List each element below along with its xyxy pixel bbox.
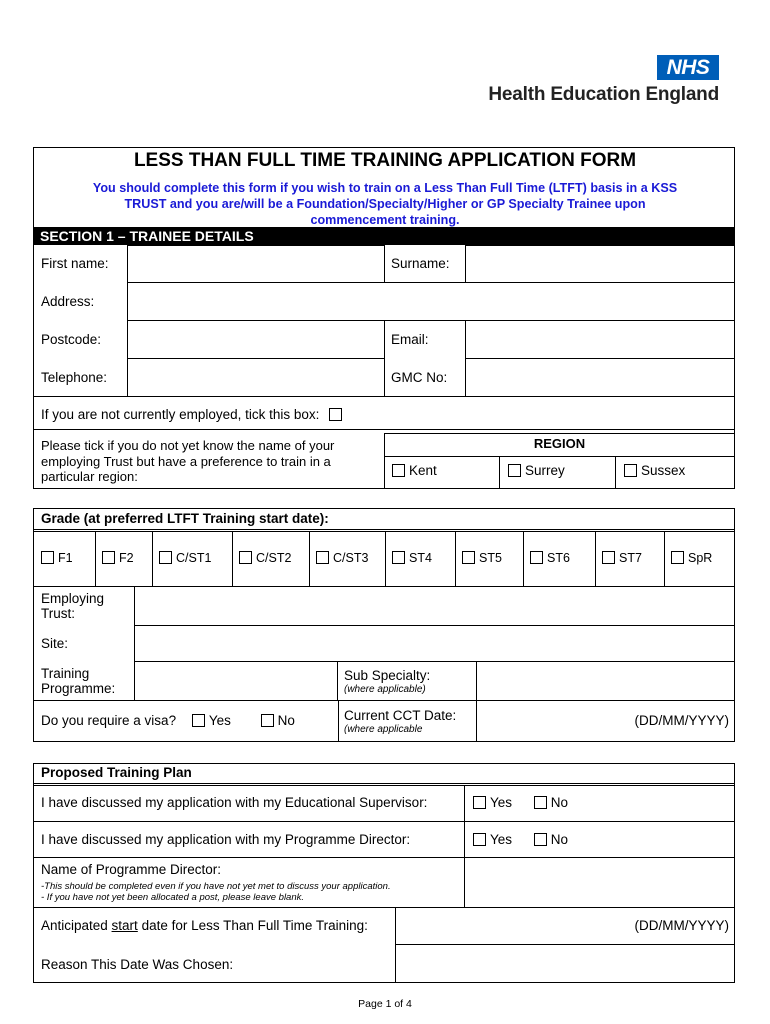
grade-option-f2[interactable]: F2 [102, 551, 134, 565]
nhs-logo: NHS [657, 55, 719, 80]
cct-date-label: Current CCT Date: [344, 708, 457, 723]
divider [464, 821, 465, 858]
director-name-note: -This should be completed even if you have not yet met to discuss your application. - If you have not yet been allocated a post, please leave blank. [41, 881, 391, 903]
grade-option-st5[interactable]: ST5 [462, 551, 502, 565]
sub-specialty-note: (where applicable) [344, 684, 426, 695]
divider [33, 429, 735, 430]
reason-field[interactable] [395, 944, 735, 983]
divider [232, 531, 233, 586]
section1-heading: SECTION 1 – TRAINEE DETAILS [34, 227, 734, 245]
first-name-label: First name: [41, 256, 109, 271]
sub-specialty-label: Sub Specialty: [344, 668, 431, 683]
grade-checkbox[interactable] [41, 551, 54, 564]
grade-checkbox[interactable] [392, 551, 405, 564]
divider [595, 531, 596, 586]
region-heading: REGION [533, 436, 586, 451]
grade-heading: Grade (at preferred LTFT Training start date): [41, 511, 329, 526]
visa-no-checkbox[interactable] [261, 714, 274, 727]
cct-date-format: (DD/MM/YYYY) [634, 713, 729, 728]
grade-option-st6[interactable]: ST6 [530, 551, 570, 565]
region-sussex[interactable]: Sussex [624, 463, 685, 478]
director-question: I have discussed my application with my Programme Director: [41, 832, 411, 847]
email-label: Email: [391, 332, 429, 347]
director-name-label: Name of Programme Director: [41, 862, 222, 877]
divider [338, 700, 339, 742]
divider [95, 531, 96, 586]
director-yes-checkbox[interactable] [473, 833, 486, 846]
sussex-checkbox[interactable] [624, 464, 637, 477]
grade-checkbox[interactable] [602, 551, 615, 564]
gmc-field[interactable] [465, 358, 735, 397]
grade-option-cst3[interactable]: C/ST3 [316, 551, 368, 565]
gmc-label: GMC No: [391, 370, 448, 385]
anticipated-start-label: Anticipated start date for Less Than Full Time Training: [41, 918, 368, 933]
page-number: Page 1 of 4 [358, 998, 412, 1010]
first-name-field[interactable] [127, 245, 385, 283]
divider [33, 785, 735, 786]
postcode-label: Postcode: [41, 332, 102, 347]
divider [464, 785, 465, 822]
divider [152, 531, 153, 586]
divider [523, 531, 524, 586]
grade-checkbox[interactable] [671, 551, 684, 564]
divider [455, 531, 456, 586]
divider [385, 531, 386, 586]
grade-checkbox[interactable] [102, 551, 115, 564]
director-name-field[interactable] [464, 857, 735, 908]
telephone-field[interactable] [127, 358, 385, 397]
grade-option-f1[interactable]: F1 [41, 551, 73, 565]
grade-checkbox[interactable] [159, 551, 172, 564]
intro-text: You should complete this form if you wish to train on a Less Than Full Time (LTFT) basis in a KSS TRUST and you are/will be a Foundation/Specialty/Higher or GP Specialty Trainee upon commencement training. [92, 181, 678, 227]
form-title: LESS THAN FULL TIME TRAINING APPLICATION FORM [133, 150, 637, 171]
surname-label: Surname: [391, 256, 450, 271]
grade-checkbox[interactable] [316, 551, 329, 564]
sub-specialty-field[interactable] [476, 661, 735, 701]
reason-label: Reason This Date Was Chosen: [41, 957, 234, 972]
divider [384, 456, 735, 457]
surrey-checkbox[interactable] [508, 464, 521, 477]
not-employed-checkbox[interactable] [329, 408, 342, 421]
anticipated-date-format: (DD/MM/YYYY) [634, 918, 729, 933]
divider [664, 531, 665, 586]
divider [33, 531, 735, 532]
divider [33, 529, 735, 530]
region-surrey[interactable]: Surrey [508, 463, 565, 478]
visa-question: Do you require a visa? Yes No [41, 713, 295, 728]
grade-checkbox[interactable] [239, 551, 252, 564]
supervisor-answer: Yes No [473, 795, 568, 810]
site-label: Site: [41, 636, 69, 651]
region-kent[interactable]: Kent [392, 463, 437, 478]
grade-option-st4[interactable]: ST4 [392, 551, 432, 565]
address-field[interactable] [127, 282, 735, 321]
divider [33, 821, 735, 822]
email-field[interactable] [465, 320, 735, 359]
director-answer: Yes No [473, 832, 568, 847]
not-employed-label: If you are not currently employed, tick this box: [41, 407, 346, 422]
supervisor-yes-checkbox[interactable] [473, 796, 486, 809]
training-programme-field[interactable] [134, 661, 338, 701]
supervisor-no-checkbox[interactable] [534, 796, 547, 809]
grade-checkbox[interactable] [462, 551, 475, 564]
cct-date-note: (where applicable [344, 724, 423, 735]
address-label: Address: [41, 294, 95, 309]
director-no-checkbox[interactable] [534, 833, 547, 846]
organisation-name: Health Education England [488, 84, 719, 105]
divider [309, 531, 310, 586]
plan-heading: Proposed Training Plan [41, 765, 192, 780]
visa-yes-checkbox[interactable] [192, 714, 205, 727]
divider [499, 456, 500, 489]
employing-trust-field[interactable] [134, 586, 735, 626]
kent-checkbox[interactable] [392, 464, 405, 477]
site-field[interactable] [134, 625, 735, 662]
employing-trust-label: Employing Trust: [41, 591, 105, 621]
divider [615, 456, 616, 489]
surname-field[interactable] [465, 245, 735, 283]
divider [33, 783, 735, 784]
grade-option-st7[interactable]: ST7 [602, 551, 642, 565]
grade-option-cst1[interactable]: C/ST1 [159, 551, 211, 565]
training-programme-label: Training Programme: [41, 666, 116, 696]
grade-option-spr[interactable]: SpR [671, 551, 712, 565]
grade-option-cst2[interactable]: C/ST2 [239, 551, 291, 565]
supervisor-question: I have discussed my application with my Educational Supervisor: [41, 795, 428, 810]
divider [33, 396, 735, 397]
grade-checkbox[interactable] [530, 551, 543, 564]
region-note: Please tick if you do not yet know the name of your employing Trust but have a preference to train in a particular region: [41, 438, 335, 484]
telephone-label: Telephone: [41, 370, 108, 385]
postcode-field[interactable] [127, 320, 385, 359]
